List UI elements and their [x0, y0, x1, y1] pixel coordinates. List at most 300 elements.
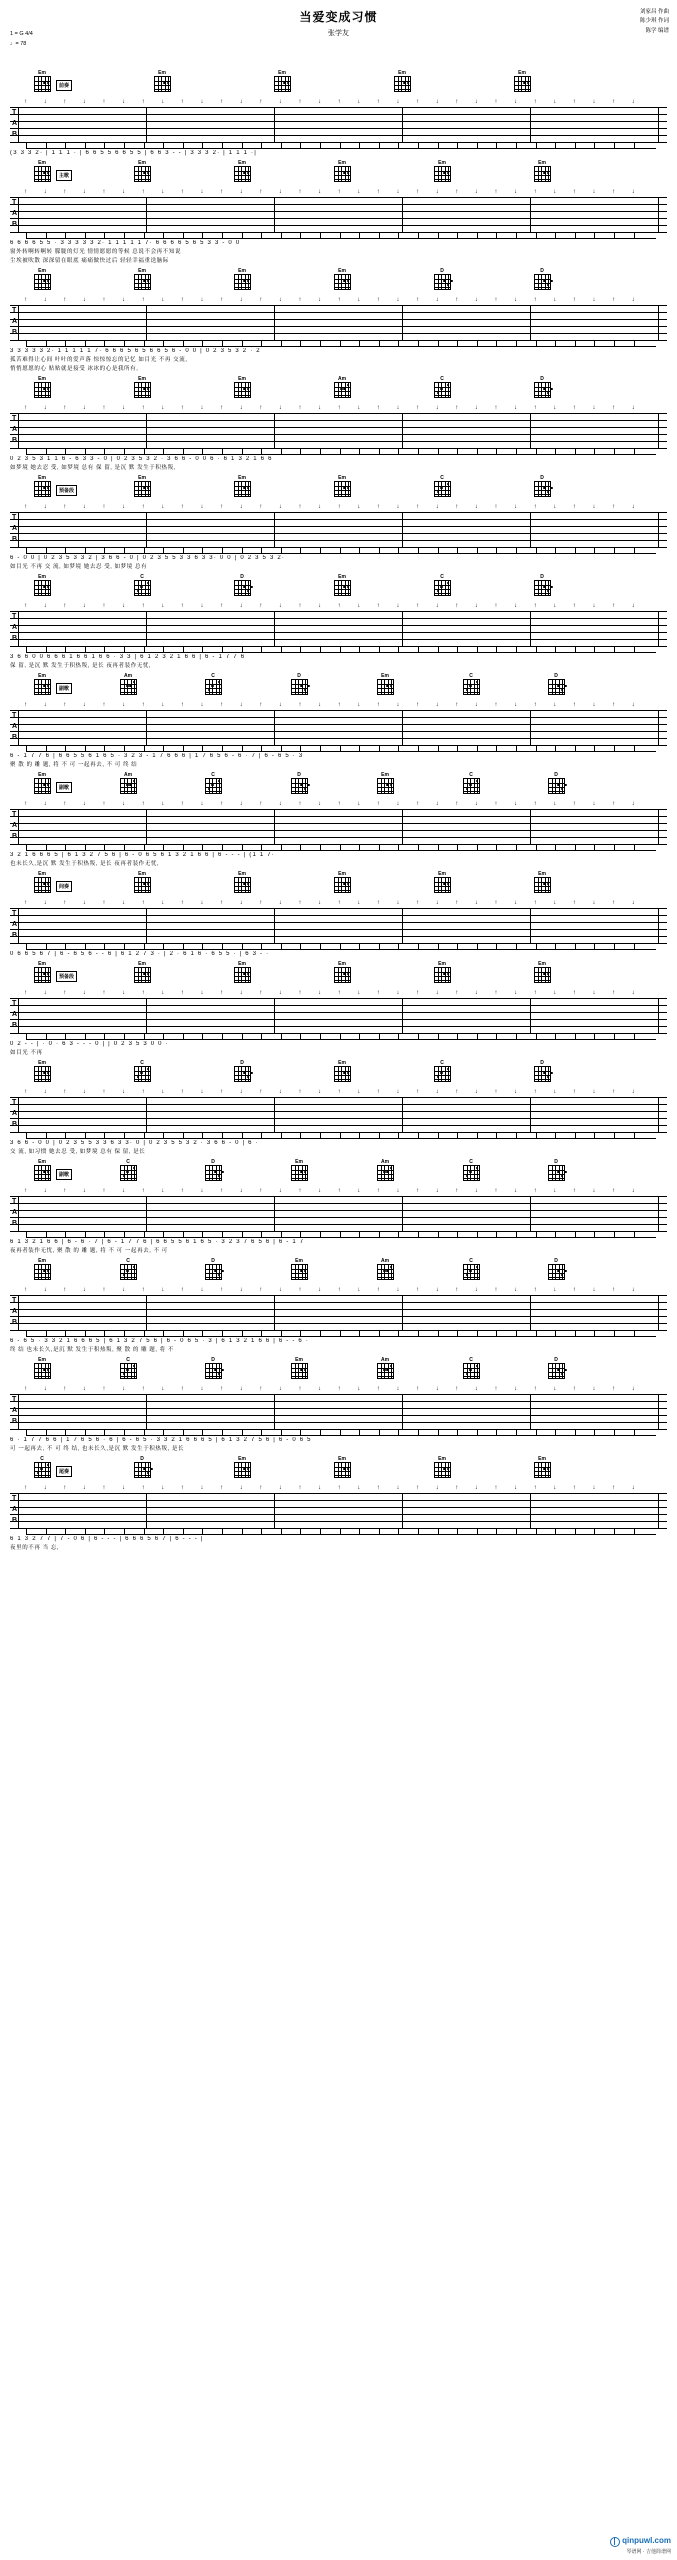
chord-dot — [469, 784, 472, 787]
strum-arrow: ↓ — [239, 189, 243, 195]
strum-arrow: ↑ — [102, 189, 106, 195]
strum-arrow: ↑ — [298, 990, 302, 996]
barline — [146, 809, 147, 844]
strum-arrow: ↑ — [337, 405, 341, 411]
chord-diagram — [457, 772, 485, 794]
strum-arrow: ↓ — [357, 297, 361, 303]
tab-staff — [10, 601, 667, 653]
strum-arrow: ↓ — [82, 1089, 86, 1095]
strum-arrow: ↑ — [533, 1188, 537, 1194]
strum-arrow: ↑ — [612, 702, 615, 708]
chord-diagram — [371, 772, 399, 794]
chord-name: C — [126, 1357, 130, 1363]
strum-arrow: ↓ — [82, 1485, 86, 1491]
strum-arrow: ↓ — [278, 1386, 282, 1392]
strum-arrow: ↓ — [318, 1287, 321, 1293]
strum-arrow: ↓ — [82, 189, 86, 195]
chord-name: D — [540, 1060, 544, 1066]
chord-diagram — [457, 1159, 485, 1181]
beam — [26, 850, 656, 851]
chord-name: C — [211, 772, 215, 778]
strum-arrow: ↑ — [494, 99, 498, 105]
chord-dot — [564, 1270, 567, 1273]
chord-grid — [534, 166, 551, 182]
strum-arrow: ↑ — [455, 702, 459, 708]
strum-arrow: ↓ — [396, 99, 400, 105]
strum-arrow: ↑ — [259, 801, 263, 807]
chord-diagram — [114, 673, 142, 695]
strum-arrow: ↑ — [455, 405, 459, 411]
strum-arrow: ↑ — [102, 603, 106, 609]
chord-name: Em — [438, 160, 446, 166]
strum-arrow: ↓ — [435, 801, 439, 807]
chord-grid — [548, 679, 565, 695]
chord-grid — [134, 382, 151, 398]
chord-diagram — [228, 376, 256, 398]
strum-arrow: ↓ — [200, 702, 204, 708]
strum-arrow: ↑ — [376, 1089, 380, 1095]
chord-name: C — [126, 1258, 130, 1264]
tab-clef-letter: A — [12, 723, 18, 730]
strum-arrow: ↓ — [553, 405, 557, 411]
tab-clef-letter: T — [12, 1495, 17, 1502]
strum-arrow: ↓ — [474, 603, 478, 609]
strum-arrow: ↓ — [592, 504, 596, 510]
chord-diagram — [528, 268, 556, 290]
lyric-line: 如目光 不再 交 流, 如梦境 她去忍 受, 如梦境 总有 — [10, 564, 148, 570]
music-system — [10, 268, 667, 372]
chord-grid — [291, 1264, 308, 1280]
strum-arrow: ↓ — [200, 1287, 204, 1293]
strum-arrow: ↑ — [455, 990, 459, 996]
strum-arrow: ↓ — [514, 189, 517, 195]
music-system — [10, 574, 667, 669]
strum-arrow: ↓ — [396, 990, 400, 996]
chord-diagram — [428, 574, 456, 596]
strum-arrow: ↓ — [553, 990, 557, 996]
tab-staff — [10, 295, 667, 347]
tab-staff — [10, 97, 667, 149]
chord-grid — [463, 1165, 480, 1181]
strum-arrow: ↓ — [278, 504, 282, 510]
chord-diagram — [388, 70, 416, 92]
strum-arrow: ↓ — [43, 1386, 47, 1392]
strum-arrow: ↓ — [82, 1386, 86, 1392]
lyric-line: 夜再者装作无忧, 聚 散 的 雕 题, 将 不 可 一起再去, 不 可 — [10, 1248, 168, 1254]
chord-dot — [440, 487, 443, 490]
strum-arrow: ↑ — [572, 603, 576, 609]
tab-clef-letter: T — [12, 415, 17, 422]
strum-arrow: ↓ — [122, 405, 125, 411]
strum-arrow: ↓ — [357, 1287, 361, 1293]
strum-arrow: ↑ — [533, 1485, 537, 1491]
barline — [402, 512, 403, 547]
chord-dot — [307, 685, 310, 688]
strum-arrow: ↓ — [631, 801, 635, 807]
chord-grid — [548, 1165, 565, 1181]
strum-arrow: ↓ — [474, 297, 478, 303]
strum-arrow: ↑ — [612, 297, 615, 303]
strum-arrow: ↓ — [239, 99, 243, 105]
chord-grid — [377, 1363, 394, 1379]
chord-row — [10, 268, 667, 294]
strum-arrow: ↓ — [357, 702, 361, 708]
chord-grid — [34, 76, 51, 92]
chord-name: Em — [538, 961, 546, 967]
chord-dot — [140, 586, 143, 589]
key-info — [10, 30, 33, 50]
section-marker: 预备段 — [56, 485, 77, 496]
chord-dot — [469, 1270, 472, 1273]
chord-dot — [250, 1072, 253, 1075]
strum-arrow: ↑ — [572, 1386, 576, 1392]
strum-arrow: ↓ — [200, 1485, 204, 1491]
strum-arrow: ↓ — [318, 405, 321, 411]
barline — [658, 908, 659, 943]
chord-diagram — [28, 871, 56, 893]
beam — [26, 1039, 656, 1040]
strum-arrow: ↓ — [592, 1485, 596, 1491]
barline — [146, 1097, 147, 1132]
chord-name: Em — [238, 1456, 246, 1462]
chord-dot — [564, 1369, 567, 1372]
strum-arrow: ↑ — [220, 189, 223, 195]
strum-arrow: ↑ — [416, 603, 419, 609]
tab-clef-letter: B — [12, 329, 18, 336]
strum-arrow: ↓ — [631, 1188, 635, 1194]
strum-arrow: ↑ — [572, 504, 576, 510]
strum-arrow: ↑ — [141, 297, 145, 303]
chord-name: Em — [158, 70, 166, 76]
music-system — [10, 871, 667, 957]
barline — [530, 305, 531, 340]
tab-clef-letter: B — [12, 1220, 18, 1227]
chord-diagram — [528, 871, 556, 893]
chord-grid — [205, 1363, 222, 1379]
chord-name: Em — [238, 268, 246, 274]
chord-grid — [534, 481, 551, 497]
tab-clef-letter: A — [12, 318, 18, 325]
barline — [18, 305, 19, 340]
strum-arrow: ↑ — [102, 1386, 106, 1392]
strum-arrow: ↓ — [631, 900, 635, 906]
beam — [26, 1435, 656, 1436]
chord-dot — [469, 1171, 472, 1174]
strum-arrow: ↑ — [337, 1188, 341, 1194]
strum-arrow: ↑ — [494, 1287, 498, 1293]
strum-arrow: ↓ — [435, 603, 439, 609]
strum-arrow: ↑ — [102, 1188, 106, 1194]
chord-diagram — [28, 961, 56, 983]
strum-arrow: ↑ — [572, 990, 576, 996]
strum-arrow: ↑ — [337, 1287, 341, 1293]
strum-arrow: ↑ — [612, 405, 615, 411]
strum-arrow: ↑ — [376, 900, 380, 906]
strum-arrow: ↓ — [357, 1089, 361, 1095]
chord-diagram — [199, 1258, 227, 1280]
chord-grid — [377, 1264, 394, 1280]
strum-arrow: ↑ — [494, 801, 498, 807]
tab-clef-letter: A — [12, 921, 18, 928]
strum-arrow: ↑ — [63, 1089, 67, 1095]
numbered-notation-line: (3 3 3 2· | 1 1 1 · | 6 6 5 5 6 6 5 5 | 6 6 3 - - | 3 3 3 2· | 1 1 1 ·| — [10, 150, 257, 156]
strum-arrow: ↓ — [592, 801, 596, 807]
strum-arrow: ↑ — [416, 297, 419, 303]
chord-name: Em — [38, 475, 46, 481]
chord-dot — [440, 1072, 443, 1075]
strum-arrow: ↑ — [494, 1089, 498, 1095]
music-system — [10, 475, 667, 570]
beam — [26, 346, 656, 347]
chord-diagram — [114, 772, 142, 794]
strum-arrow: ↓ — [474, 1188, 478, 1194]
chord-dot — [564, 1171, 567, 1174]
tab-staff — [10, 1384, 667, 1436]
strum-arrow: ↑ — [141, 603, 145, 609]
music-system — [10, 1258, 667, 1353]
strum-arrow: ↑ — [102, 1287, 106, 1293]
numbered-notation-line: 6 · 1 7 7 6 6 | 1 7 6 5 6 · 6 | 6 - 6 5 · 3 3 2 1 6 6 6 5 | 6 1 3 2 7 5 6 | 6 - 0 6 5 — [10, 1437, 312, 1443]
chord-grid — [291, 679, 308, 695]
strum-arrow: ↑ — [455, 603, 459, 609]
strum-arrow: ↓ — [514, 801, 517, 807]
strum-arrow: ↓ — [553, 702, 557, 708]
barline — [402, 809, 403, 844]
chord-grid — [534, 1066, 551, 1082]
strum-arrow: ↓ — [514, 702, 517, 708]
chord-diagram — [228, 871, 256, 893]
chord-grid — [463, 1363, 480, 1379]
strum-arrow: ↑ — [141, 1386, 145, 1392]
chord-diagram — [114, 1159, 142, 1181]
chord-name: C — [211, 673, 215, 679]
chord-grid — [291, 778, 308, 794]
barline — [402, 908, 403, 943]
strum-arrow: ↑ — [220, 801, 223, 807]
section-marker: 主歌 — [56, 170, 72, 181]
strum-arrow: ↓ — [122, 1188, 125, 1194]
strum-arrow: ↑ — [298, 99, 302, 105]
strum-arrow: ↓ — [553, 1386, 557, 1392]
chord-dot — [550, 1072, 553, 1075]
strum-arrow: ↓ — [122, 189, 125, 195]
chord-dot — [469, 685, 472, 688]
credits-block — [640, 8, 669, 36]
chord-grid — [34, 481, 51, 497]
chord-name: C — [469, 1159, 473, 1165]
barline — [146, 908, 147, 943]
credit-composer: 刘家昌 作曲 — [639, 9, 669, 15]
strum-arrow: ↓ — [357, 603, 361, 609]
strum-arrow: ↓ — [161, 1188, 165, 1194]
barline — [146, 413, 147, 448]
strum-arrow: ↓ — [318, 1386, 321, 1392]
chord-name: Em — [138, 160, 146, 166]
strum-arrow: ↓ — [161, 99, 165, 105]
chord-name: Em — [138, 871, 146, 877]
barline — [274, 1295, 275, 1330]
chord-diagram — [28, 475, 56, 497]
strum-arrow: ↓ — [592, 702, 596, 708]
strum-arrow: ↓ — [357, 1485, 361, 1491]
strum-arrow: ↓ — [435, 990, 439, 996]
chord-grid — [234, 481, 251, 497]
chord-row — [10, 1060, 667, 1086]
strum-arrow: ↑ — [259, 1188, 263, 1194]
chord-grid — [205, 1264, 222, 1280]
strum-arrow: ↓ — [82, 405, 86, 411]
page-title: 当爱变成习惯 — [299, 10, 378, 24]
strum-arrow: ↓ — [631, 1386, 635, 1392]
strum-arrow: ↓ — [239, 603, 243, 609]
strum-arrow: ↑ — [612, 99, 615, 105]
strum-arrow: ↓ — [122, 900, 125, 906]
chord-grid — [134, 481, 151, 497]
barline — [658, 1394, 659, 1429]
strum-arrow: ↓ — [592, 1188, 596, 1194]
barline — [18, 1196, 19, 1231]
numbered-notation-line: 6 6 6 6 5 5 · 3 3 3 3 3 2· 1 1 1 1 1 7· 6 6 6 6 5 6 5 3 3 - 0 0 — [10, 240, 241, 246]
strum-arrow: ↓ — [396, 405, 400, 411]
beam — [26, 148, 656, 149]
chord-name: C — [469, 1357, 473, 1363]
chord-diagram — [528, 160, 556, 182]
strum-arrow: ↑ — [572, 99, 576, 105]
chord-diagram — [328, 160, 356, 182]
chord-diagram — [371, 1258, 399, 1280]
strum-arrow: ↑ — [572, 297, 576, 303]
barline — [274, 611, 275, 646]
strum-arrow: ↑ — [376, 1485, 380, 1491]
strum-arrow: ↑ — [298, 1188, 302, 1194]
chord-diagram — [528, 376, 556, 398]
strum-arrow: ↑ — [298, 801, 302, 807]
chord-diagram — [114, 1258, 142, 1280]
barline — [658, 305, 659, 340]
chord-diagram — [542, 1159, 570, 1181]
chord-row — [10, 475, 667, 501]
chord-grid — [34, 166, 51, 182]
numbered-notation-line: 3 6 6 0 0 6 6 6 1 6 6 1 6 6 · 3 3 | 6 1 2 3 2 1 6 6 | 6 - 1 7 7 6 — [10, 654, 246, 660]
strum-arrow: ↑ — [572, 702, 576, 708]
chord-dot — [550, 280, 553, 283]
barline — [402, 413, 403, 448]
strum-arrow: ↓ — [435, 900, 439, 906]
strum-arrow: ↑ — [376, 990, 380, 996]
strum-arrow: ↑ — [494, 1188, 498, 1194]
strum-arrow: ↑ — [24, 1089, 27, 1095]
strum-arrow: ↑ — [337, 297, 341, 303]
beam — [26, 1237, 656, 1238]
strum-arrow: ↓ — [474, 990, 478, 996]
barline — [274, 107, 275, 142]
strum-arrow: ↓ — [239, 405, 243, 411]
strum-arrow: ↑ — [102, 990, 106, 996]
strum-arrow: ↓ — [200, 801, 204, 807]
barline — [402, 1493, 403, 1528]
chord-grid — [434, 274, 451, 290]
chord-grid — [34, 274, 51, 290]
chord-row — [10, 1456, 667, 1482]
tab-clef-letter: T — [12, 1099, 17, 1106]
strum-arrow: ↓ — [396, 1089, 400, 1095]
strum-arrow: ↑ — [102, 1089, 106, 1095]
chord-name: D — [297, 673, 301, 679]
strum-arrow: ↑ — [259, 99, 263, 105]
strum-arrow: ↓ — [435, 1188, 439, 1194]
beam — [26, 553, 656, 554]
strum-arrow: ↑ — [24, 603, 27, 609]
chord-name: D — [211, 1159, 215, 1165]
strum-arrow: ↓ — [82, 504, 86, 510]
chord-grid — [120, 679, 137, 695]
strum-arrow: ↑ — [24, 1188, 27, 1194]
strum-arrow: ↑ — [180, 990, 184, 996]
chord-diagram — [371, 1357, 399, 1379]
chord-diagram — [285, 1357, 313, 1379]
chord-name: C — [40, 1456, 44, 1462]
strum-arrow: ↓ — [553, 900, 557, 906]
chord-name: Em — [38, 1159, 46, 1165]
strum-arrow: ↓ — [592, 1287, 596, 1293]
chord-grid — [548, 1264, 565, 1280]
strum-arrow: ↓ — [278, 1287, 282, 1293]
numbered-notation-line: 0 2 3 5 3 1 1 6 - 6 3 3 - 0 | 0 2 3 5 3 2 · 3 6 6 - 0 0 6 · 6 1 3 2 1 6 6 — [10, 456, 273, 462]
chord-name: C — [126, 1159, 130, 1165]
strum-arrow: ↓ — [278, 1188, 282, 1194]
strum-arrow: ↑ — [180, 603, 184, 609]
barline — [18, 908, 19, 943]
strum-arrow: ↑ — [455, 189, 459, 195]
lyric-line: 可 一起再去, 不 可 终 结, 也未长久,是沉 默 发生于积热叛, 是长 — [10, 1446, 185, 1452]
tab-clef-letter: B — [12, 536, 18, 543]
strum-arrow: ↑ — [612, 1188, 615, 1194]
chord-name: Em — [398, 70, 406, 76]
strum-arrow: ↓ — [514, 504, 517, 510]
chord-name: D — [540, 376, 544, 382]
strum-arrow: ↑ — [24, 297, 27, 303]
tab-clef-letter: A — [12, 525, 18, 532]
strum-arrow: ↓ — [43, 189, 47, 195]
strum-arrow: ↓ — [514, 990, 517, 996]
chord-name: Em — [338, 475, 346, 481]
music-system — [10, 673, 667, 768]
strum-arrow: ↓ — [122, 1287, 125, 1293]
beam — [26, 1534, 656, 1535]
tab-clef-letter: B — [12, 437, 18, 444]
strum-arrow: ↑ — [63, 189, 67, 195]
tab-clef-letter: B — [12, 1517, 18, 1524]
strum-arrow: ↑ — [63, 1485, 67, 1491]
strum-arrow: ↑ — [494, 405, 498, 411]
strum-arrow: ↑ — [63, 405, 67, 411]
strum-arrow: ↑ — [376, 702, 380, 708]
strum-arrow: ↓ — [278, 990, 282, 996]
chord-grid — [377, 1165, 394, 1181]
strum-arrow: ↑ — [416, 189, 419, 195]
music-system — [10, 961, 667, 1056]
chord-diagram — [371, 1159, 399, 1181]
chord-diagram — [114, 1357, 142, 1379]
chord-diagram — [428, 475, 456, 497]
strum-arrow: ↓ — [514, 405, 517, 411]
strum-arrow: ↓ — [631, 1287, 635, 1293]
strum-arrow: ↓ — [82, 1188, 86, 1194]
chord-grid — [234, 1462, 251, 1478]
strum-arrow: ↓ — [514, 297, 517, 303]
barline — [530, 998, 531, 1033]
strum-arrow: ↓ — [161, 405, 165, 411]
